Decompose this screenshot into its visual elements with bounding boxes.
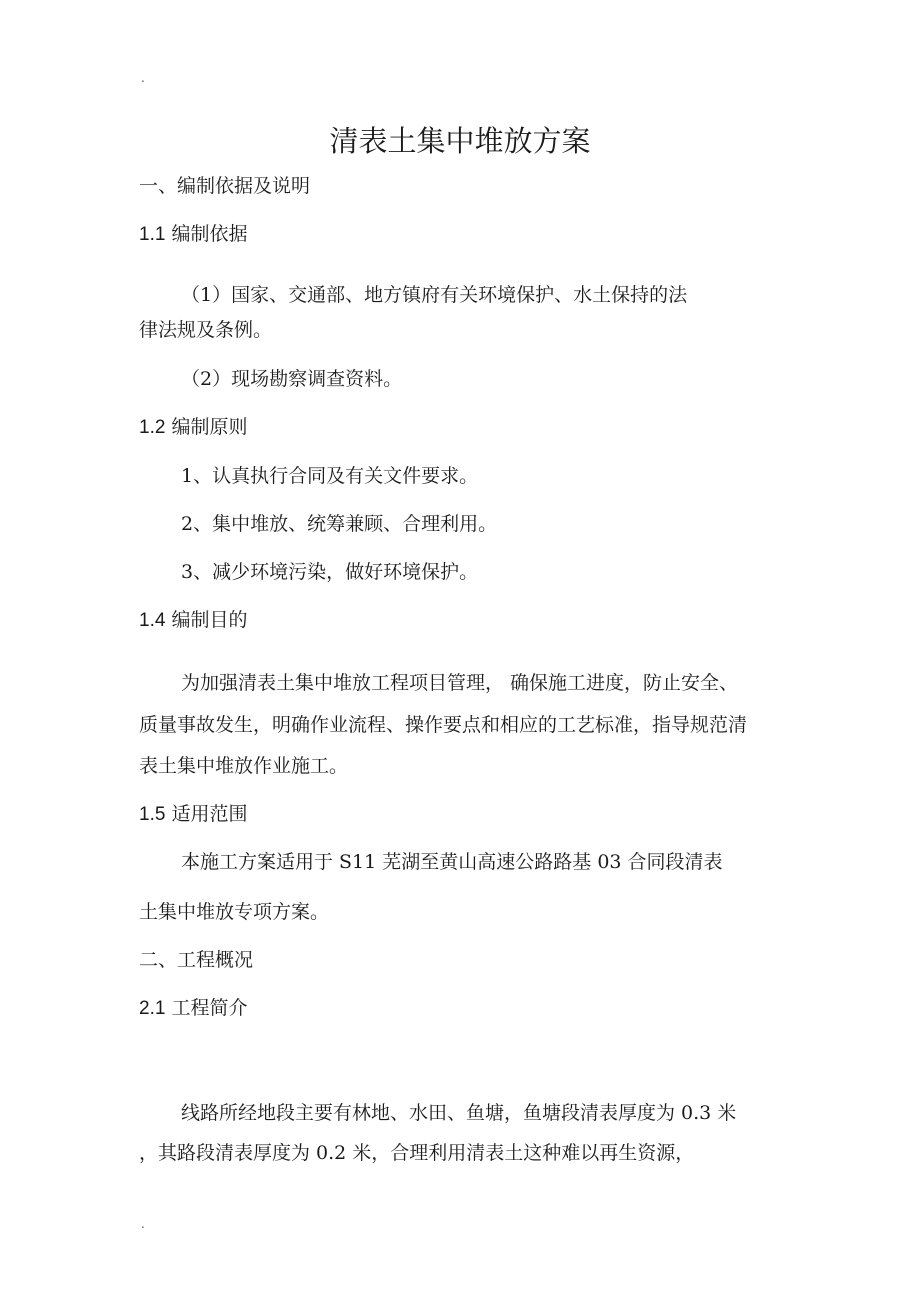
document-title: 清表土集中堆放方案 [329, 124, 591, 158]
scope-line-1: 本施工方案适用于 S11 芜湖至黄山高速公路路基 03 合同段清表 [181, 851, 723, 873]
top-dot-mark: . [141, 71, 145, 85]
section-1-heading: 一、编制依据及说明 [139, 175, 311, 197]
purpose-line-3: 表土集中堆放作业施工。 [139, 755, 349, 777]
section-1-4-number: 1.4 [139, 610, 166, 631]
basis-item-1-line-1: （1）国家、交通部、地方镇府有关环境保护、水土保持的法 [181, 284, 688, 306]
principle-item-1: 1、认真执行合同及有关文件要求。 [181, 465, 479, 487]
purpose-line-1: 为加强清表土集中堆放工程项目管理， 确保施工进度，防止安全、 [181, 672, 739, 694]
principle-item-2: 2、集中堆放、统筹兼顾、合理利用。 [181, 513, 498, 535]
principle-item-3: 3、减少环境污染，做好环境保护。 [181, 561, 479, 583]
section-2-1-label: 工程简介 [171, 997, 248, 1019]
section-1-1-number: 1.1 [139, 224, 166, 245]
basis-item-1-line-2: 律法规及条例。 [139, 319, 273, 341]
section-1-4-label: 编制目的 [171, 609, 248, 631]
section-1-4-heading [139, 608, 247, 633]
section-1-1-heading [139, 222, 247, 247]
intro-line-1: 线路所经地段主要有林地、水田、鱼塘，鱼塘段清表厚度为 0.3 米 [181, 1102, 737, 1124]
bottom-dot-mark: . [141, 1217, 145, 1231]
section-1-5-label: 适用范围 [171, 803, 248, 825]
section-1-2-heading [139, 415, 247, 440]
basis-item-2: （2）现场勘察调查资料。 [181, 368, 403, 390]
section-1-5-heading [139, 802, 247, 827]
section-1-2-label: 编制原则 [171, 416, 248, 438]
section-2-heading: 二、工程概况 [139, 949, 254, 971]
scope-line-2: 土集中堆放专项方案。 [139, 901, 330, 923]
section-2-1-number: 2.1 [139, 998, 166, 1019]
section-2-1-heading [139, 996, 247, 1021]
intro-line-2: ，其路段清表厚度为 0.2 米，合理利用清表土这种难以再生资源， [139, 1142, 695, 1164]
section-1-5-number: 1.5 [139, 804, 166, 825]
section-1-1-label: 编制依据 [171, 223, 248, 245]
purpose-line-2: 质量事故发生，明确作业流程、操作要点和相应的工艺标准，指导规范清 [139, 714, 748, 736]
section-1-2-number: 1.2 [139, 417, 166, 438]
